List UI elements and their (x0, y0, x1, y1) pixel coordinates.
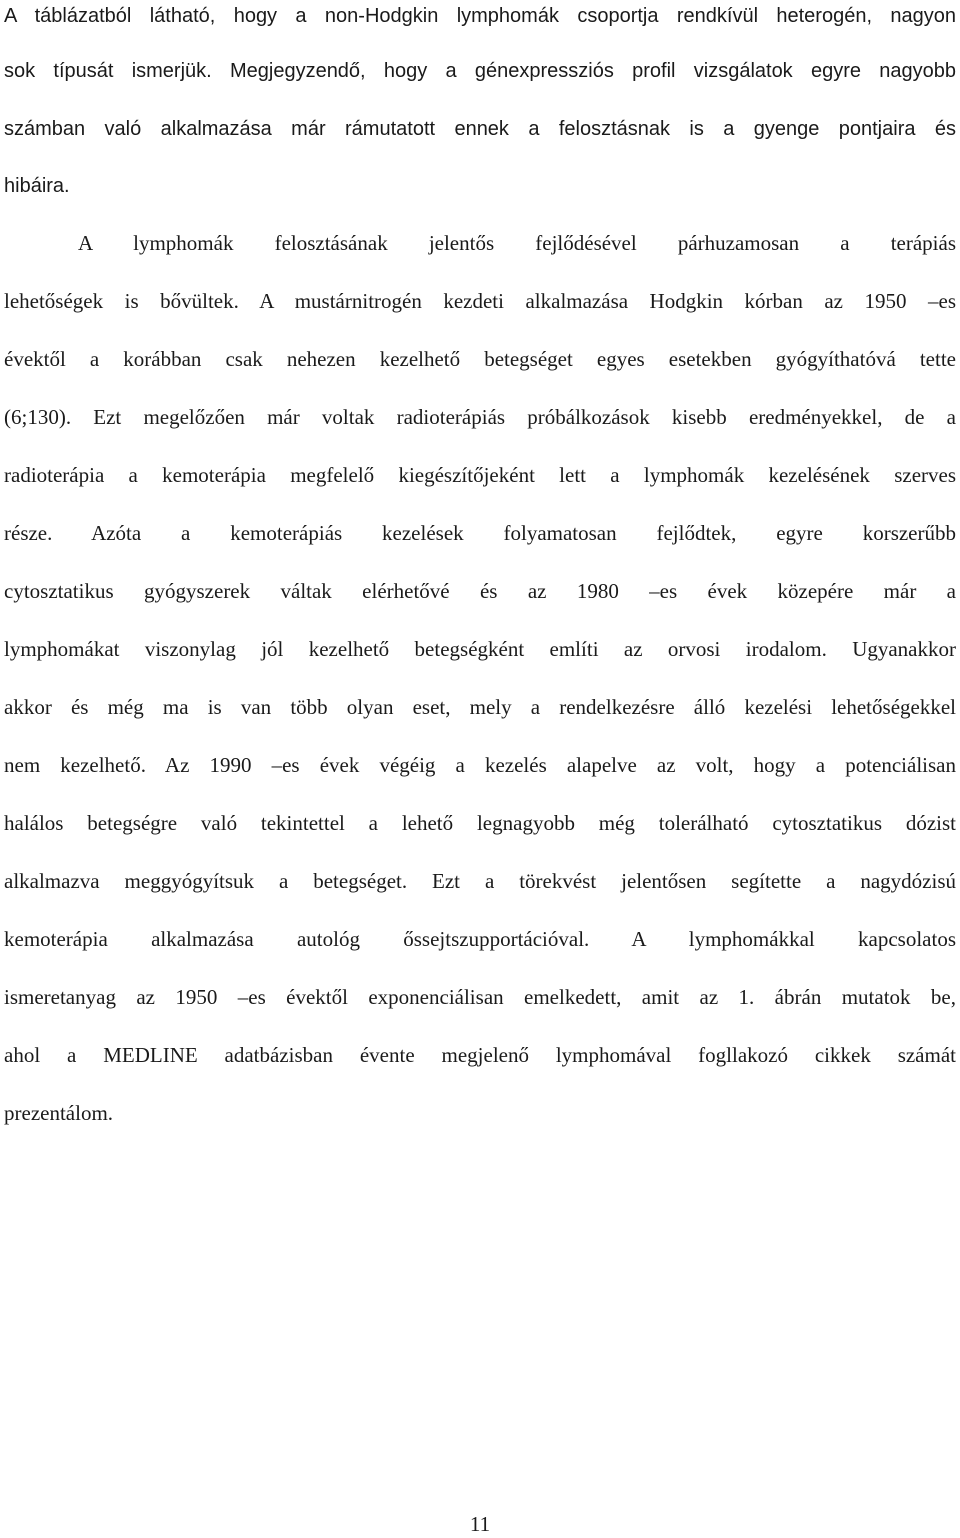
text-line: alkalmazva meggyógyítsuk a betegséget. Ezt a törekvést jelentősen segítette a nagydózisú (4, 869, 956, 893)
text-line: lehetőségek is bővültek. A mustárnitrogén kezdeti alkalmazása Hodgkin kórban az 1950 –es (4, 289, 956, 313)
text-line: számban való alkalmazása már rámutatott ennek a felosztásnak is a gyenge pontjaira és (4, 118, 956, 140)
text-line: sok típusát ismerjük. Megjegyzendő, hogy a génexpressziós profil vizsgálatok egyre nagyobb (4, 60, 956, 82)
text-line: A lymphomák felosztásának jelentős fejlődésével párhuzamosan a terápiás (78, 231, 956, 255)
text-line: lymphomákat viszonylag jól kezelhető betegségként említi az orvosi irodalom. Ugyanakkor (4, 637, 956, 661)
text-line: nem kezelhető. Az 1990 –es évek végéig a kezelés alapelve az volt, hogy a potenciálisan (4, 753, 956, 777)
page-number: 11 (469, 1512, 491, 1536)
text-line: hibáira. (4, 175, 70, 197)
text-line: halálos betegségre való tekintettel a lehető legnagyobb még tolerálható cytosztatikus dózist (4, 811, 956, 835)
text-line: radioterápia a kemoterápia megfelelő kiegészítőjeként lett a lymphomák kezelésének szerves (4, 463, 956, 487)
text-line: kemoterápia alkalmazása autológ őssejtszupportációval. A lymphomákkal kapcsolatos (4, 927, 956, 951)
text-line: (6;130). Ezt megelőzően már voltak radioterápiás próbálkozások kisebb eredményekkel, de a (4, 405, 956, 429)
text-line: A táblázatból látható, hogy a non-Hodgkin lymphomák csoportja rendkívül heterogén, nagyon (4, 5, 956, 27)
text-line: része. Azóta a kemoterápiás kezelések folyamatosan fejlődtek, egyre korszerűbb (4, 521, 956, 545)
text-line: akkor és még ma is van több olyan eset, mely a rendelkezésre álló kezelési lehetőségekkel (4, 695, 956, 719)
text-line: prezentálom. (4, 1101, 114, 1125)
text-line: ahol a MEDLINE adatbázisban évente megjelenő lymphomával fogllakozó cikkek számát (4, 1043, 956, 1067)
text-line: évektől a korábban csak nehezen kezelhető betegséget egyes esetekben gyógyíthatóvá tette (4, 347, 956, 371)
text-line: ismeretanyag az 1950 –es évektől exponenciálisan emelkedett, amit az 1. ábrán mutatok be, (4, 985, 956, 1009)
text-line: cytosztatikus gyógyszerek váltak elérhetővé és az 1980 –es évek közepére már a (4, 579, 956, 603)
